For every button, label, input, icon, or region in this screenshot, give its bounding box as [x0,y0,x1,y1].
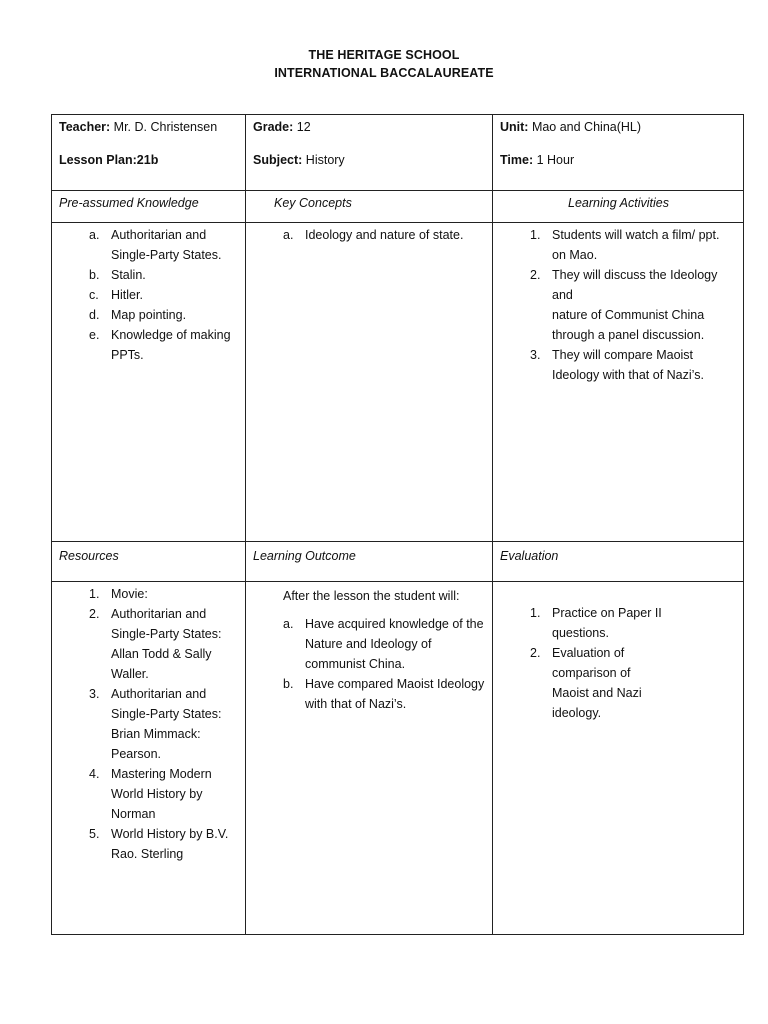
list-item-line: Knowledge of making [111,328,231,342]
list-item [59,325,239,365]
list-item [59,684,239,764]
list-item-line: with that of Nazi’s. [305,697,407,711]
list-item-line: ideology. [552,706,602,720]
list-marker: b. [89,268,100,282]
list-marker: a. [283,228,294,242]
list-marker: 1. [89,587,100,601]
learning-activities-cell [493,223,744,542]
list-item-line: on Mao. [552,248,598,262]
list-item-line: Map pointing. [111,308,187,322]
list-marker: d. [89,308,100,322]
list-item [253,674,486,714]
info-row [52,115,744,191]
section-body-row-2 [52,582,744,935]
resources-list [59,584,239,864]
list-item-line: They will compare Maoist [552,348,694,362]
list-item-line: Single-Party States: [111,707,222,721]
lesson-plan-label: Lesson Plan: [59,153,137,167]
list-item-line: communist China. [305,657,406,671]
section-header-row-2 [52,542,744,582]
list-item-line: Authoritarian and [111,607,207,621]
grade-line [253,117,486,137]
school-title: THE HERITAGE SCHOOL [308,48,460,62]
lesson-plan-value: 21b [136,153,159,167]
list-item-line: nature of Communist China [552,308,705,322]
teacher-value: Mr. D. Christensen [110,120,218,134]
list-marker: 1. [530,606,541,620]
list-item-line: Norman [111,807,156,821]
subject-line [253,150,486,170]
pre-assumed-heading: Pre-assumed Knowledge [59,196,199,210]
list-item-line: Stalin. [111,268,146,282]
unit-line [500,117,737,137]
resources-cell [52,582,246,935]
list-item [500,603,737,643]
list-marker: 2. [89,607,100,621]
subject-value: History [302,153,345,167]
evaluation-list [500,603,737,723]
resources-heading: Resources [59,549,119,563]
list-item-line: Authoritarian and [111,687,207,701]
subject-label: Subject: [253,153,303,167]
lesson-plan-line [59,150,239,170]
list-item-line: Authoritarian and [111,228,207,242]
list-item-line: Single-Party States. [111,248,222,262]
list-marker: 3. [530,348,541,362]
pre-assumed-cell [52,223,246,542]
list-item [59,285,239,305]
list-marker: 2. [530,646,541,660]
list-item [500,265,737,345]
learning-outcome-intro: After the lesson the student will: [283,589,460,603]
list-marker: e. [89,328,100,342]
key-concepts-list [253,225,486,245]
evaluation-cell [493,582,744,935]
time-line [500,150,737,170]
list-item-line: comparison of [552,666,631,680]
program-title: INTERNATIONAL BACCALAUREATE [274,66,494,80]
list-item [59,824,239,864]
list-marker: b. [283,677,294,691]
list-item-line: Evaluation of [552,646,625,660]
list-marker: a. [283,617,294,631]
time-label: Time: [500,153,534,167]
learning-activities-heading: Learning Activities [568,196,669,210]
list-item-line: Mastering Modern [111,767,212,781]
list-item-line: Students will watch a film/ ppt. [552,228,720,242]
list-item [500,643,737,723]
list-item [59,265,239,285]
list-item-line: Have acquired knowledge of the [305,617,484,631]
list-item-line: Hitler. [111,288,143,302]
list-item-line: World History by [111,787,203,801]
list-item-line: Practice on Paper II [552,606,662,620]
learning-activities-list [500,225,737,385]
list-item-line: Have compared Maoist Ideology [305,677,485,691]
key-concepts-heading: Key Concepts [274,196,352,210]
list-marker: 5. [89,827,100,841]
section-header-row-1 [52,191,744,223]
list-item-line: PPTs. [111,348,144,362]
list-item-line: Brian Mimmack: [111,727,201,741]
teacher-line [59,117,239,137]
list-marker: a. [89,228,100,242]
list-item [500,225,737,265]
list-item [253,225,486,245]
learning-outcome-cell [246,582,493,935]
list-item [59,225,239,265]
learning-outcome-heading: Learning Outcome [253,549,356,563]
list-item-line: Waller. [111,667,149,681]
pre-assumed-list [59,225,239,365]
list-item-line: Pearson. [111,747,162,761]
list-item-line: Rao. Sterling [111,847,184,861]
grade-label: Grade: [253,120,294,134]
list-item-line: Ideology with that of Nazi’s. [552,368,704,382]
list-item [500,345,737,385]
lesson-plan-table [51,114,744,935]
list-item-line: World History by B.V. [111,827,229,841]
list-item [59,305,239,325]
list-item-line: They will discuss the Ideology and [552,268,718,302]
list-item-line: Ideology and nature of state. [305,228,464,242]
list-item [59,764,239,824]
learning-outcome-list [253,614,486,714]
teacher-cell [52,115,246,191]
grade-value: 12 [293,120,311,134]
list-marker: c. [89,288,99,302]
list-marker: 3. [89,687,100,701]
list-item-line: Nature and Ideology of [305,637,432,651]
list-item-line: questions. [552,626,609,640]
section-body-row-1 [52,223,744,542]
teacher-label: Teacher: [59,120,111,134]
list-item [59,604,239,684]
time-value: 1 Hour [533,153,575,167]
list-item-line: Single-Party States: [111,627,222,641]
key-concepts-cell [246,223,493,542]
list-marker: 4. [89,767,100,781]
list-marker: 2. [530,268,541,282]
list-item-line: Movie: [111,587,148,601]
evaluation-heading: Evaluation [500,549,559,563]
list-marker: 1. [530,228,541,242]
unit-label: Unit: [500,120,529,134]
list-item-line: Allan Todd & Sally [111,647,212,661]
grade-cell [246,115,493,191]
list-item [59,584,239,604]
list-item-line: through a panel discussion. [552,328,705,342]
unit-cell [493,115,744,191]
list-item [253,614,486,674]
unit-value: Mao and China(HL) [528,120,642,134]
list-item-line: Maoist and Nazi [552,686,642,700]
